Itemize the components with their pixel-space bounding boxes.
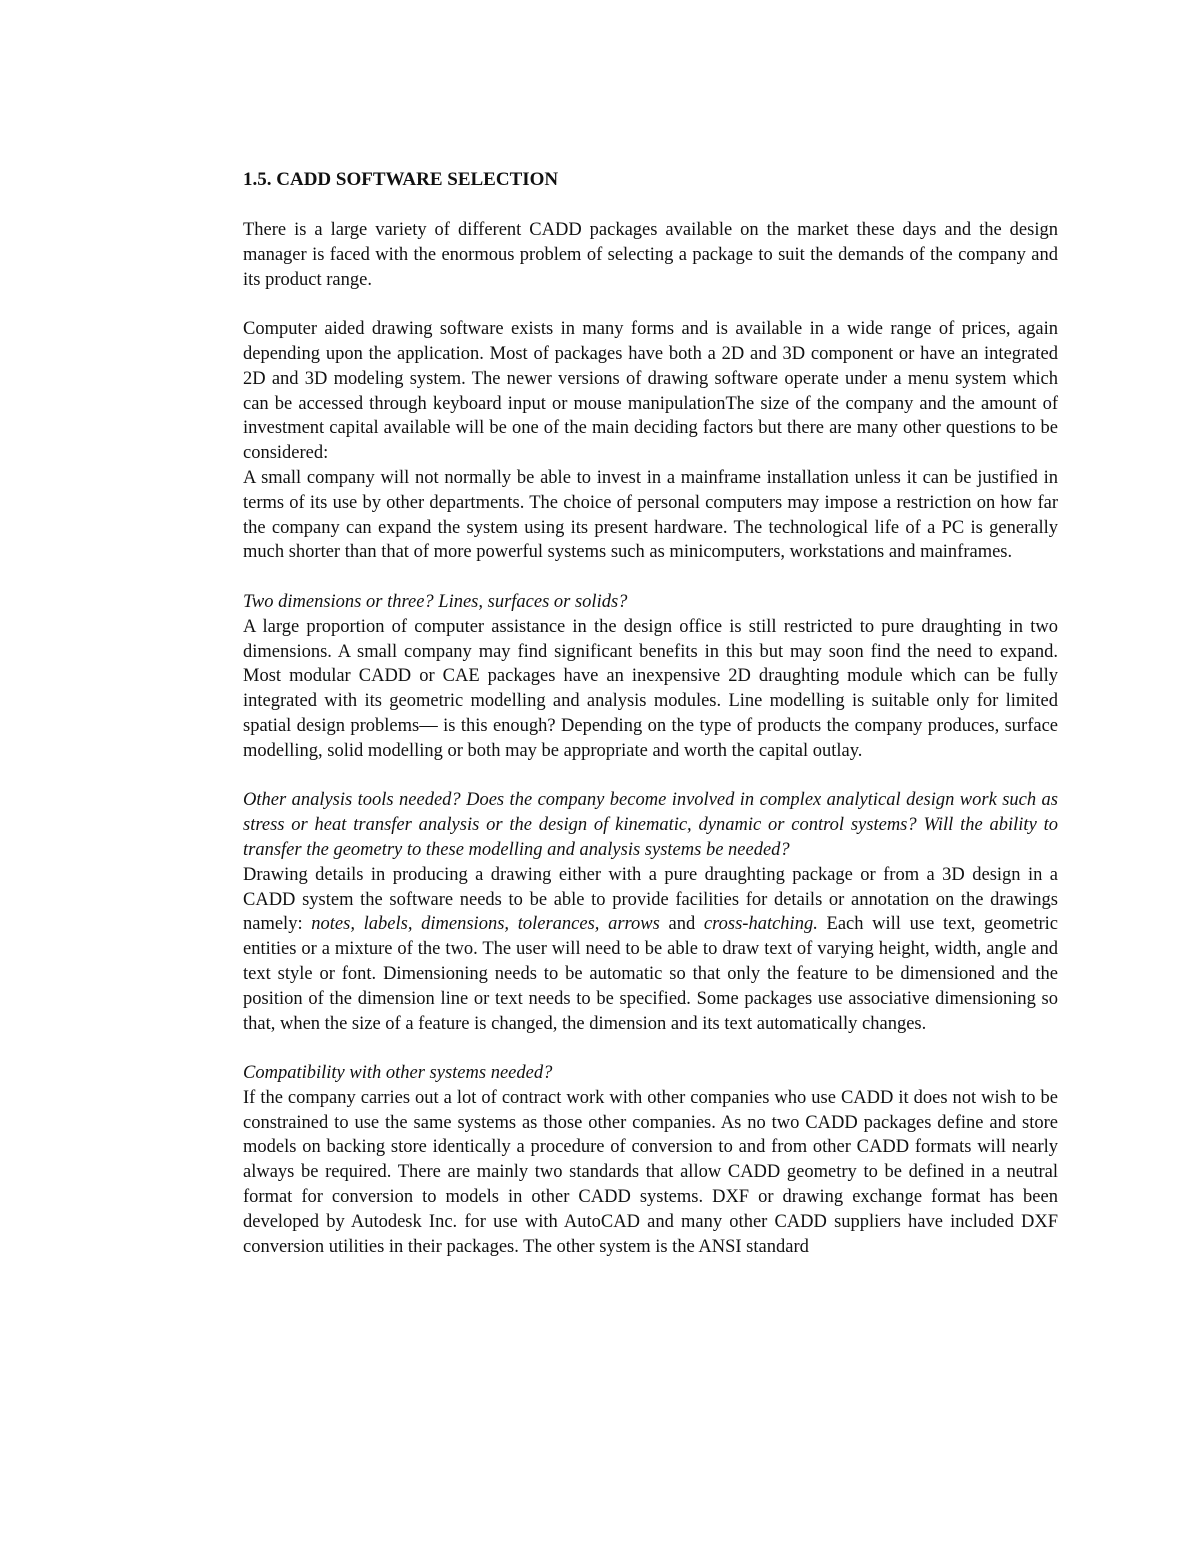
answer-analysis-text-2: Each will use text, geometric entities or a mixture of the two. The user will need to be able to draw text of varying height, width, angle and text style or font. Dimensioning needs to be automatic so that only the feature to be dimensioned and the position of the dimension line or text needs to be specified. Some packages use associative dimensioning so that, when the size of a feature is changed, the dimension and its text automatically changes. xyxy=(243,914,1058,1034)
question-analysis-tools: Other analysis tools needed? Does the company become involved in complex analytical design work such as stress or heat transfer analysis or the design of kinematic, dynamic or control systems? Will the ability to transfer the geometry to these modelling and analysis systems be needed? xyxy=(243,790,1058,860)
answer-dimensions: A large proportion of computer assistance in the design office is still restricted to pure draughting in two dimensions. A small company may find significant benefits in this but may soon find the need to expand. Most modular CADD or CAE packages have an inexpensive 2D draughting module which can be fully integrated with its geometric modelling and analysis modules. Line modelling is suitable only for limited spatial design problems— is this enough? Depending on the type of products the company produces, surface modelling, solid modelling or both may be appropriate and worth the capital outlay. xyxy=(243,616,1058,761)
intro-paragraph: There is a large variety of different CADD packages available on the market these days and the design manager is faced with the enormous problem of selecting a package to suit the demands of the company and its product range. xyxy=(243,220,1058,290)
section-heading: 1.5. CADD SOFTWARE SELECTION xyxy=(243,169,559,190)
answer-analysis-text-1: Drawing details in producing a drawing either with a pure draughting package or from a 3D design in a CADD system the software needs to be able to provide facilities for details or annotation on the drawings namely: xyxy=(243,864,1058,935)
answer-analysis-and: and xyxy=(659,914,704,935)
annotation-types: notes, labels, dimensions, tolerances, arrows xyxy=(311,914,660,935)
small-company-paragraph: A small company will not normally be able to invest in a mainframe installation unless it can be justified in terms of its use by other departments. The choice of personal computers may impose a restriction on how far the company can expand the system using its present hardware. The technological life of a PC is generally much shorter than that of more powerful systems such as minicomputers, workstations and mainframes. xyxy=(243,467,1058,563)
question-dimensions: Two dimensions or three? Lines, surfaces or solids? xyxy=(243,591,628,612)
answer-compatibility: If the company carries out a lot of contract work with other companies who use CADD it does not wish to be constrained to use the same systems as those other companies. As no two CADD packages define and store models on backing store identically a procedure of conversion to and from other CADD formats will nearly always be required. There are mainly two standards that allow CADD geometry to be defined in a neutral format for conversion to models in other CADD systems. DXF or drawing exchange format has been developed by Autodesk Inc. for use with AutoCAD and many other CADD suppliers have included DXF conversion utilities in their packages. The other system is the ANSI standard xyxy=(243,1087,1058,1257)
software-forms-paragraph: Computer aided drawing software exists in many forms and is available in a wide range of prices, again depending upon the application. Most of packages have both a 2D and 3D component or have an integrated 2D and 3D modeling system. The newer versions of drawing software operate under a menu system which can be accessed through keyboard input or mouse manipulationThe size of the company and the amount of investment capital available will be one of the main deciding factors but there are many other questions to be considered: xyxy=(243,319,1058,464)
cross-hatching-term: cross-hatching. xyxy=(703,914,818,935)
question-compatibility: Compatibility with other systems needed? xyxy=(243,1063,553,1084)
answer-analysis-tools xyxy=(243,863,1058,1037)
document-page xyxy=(243,168,1058,1259)
